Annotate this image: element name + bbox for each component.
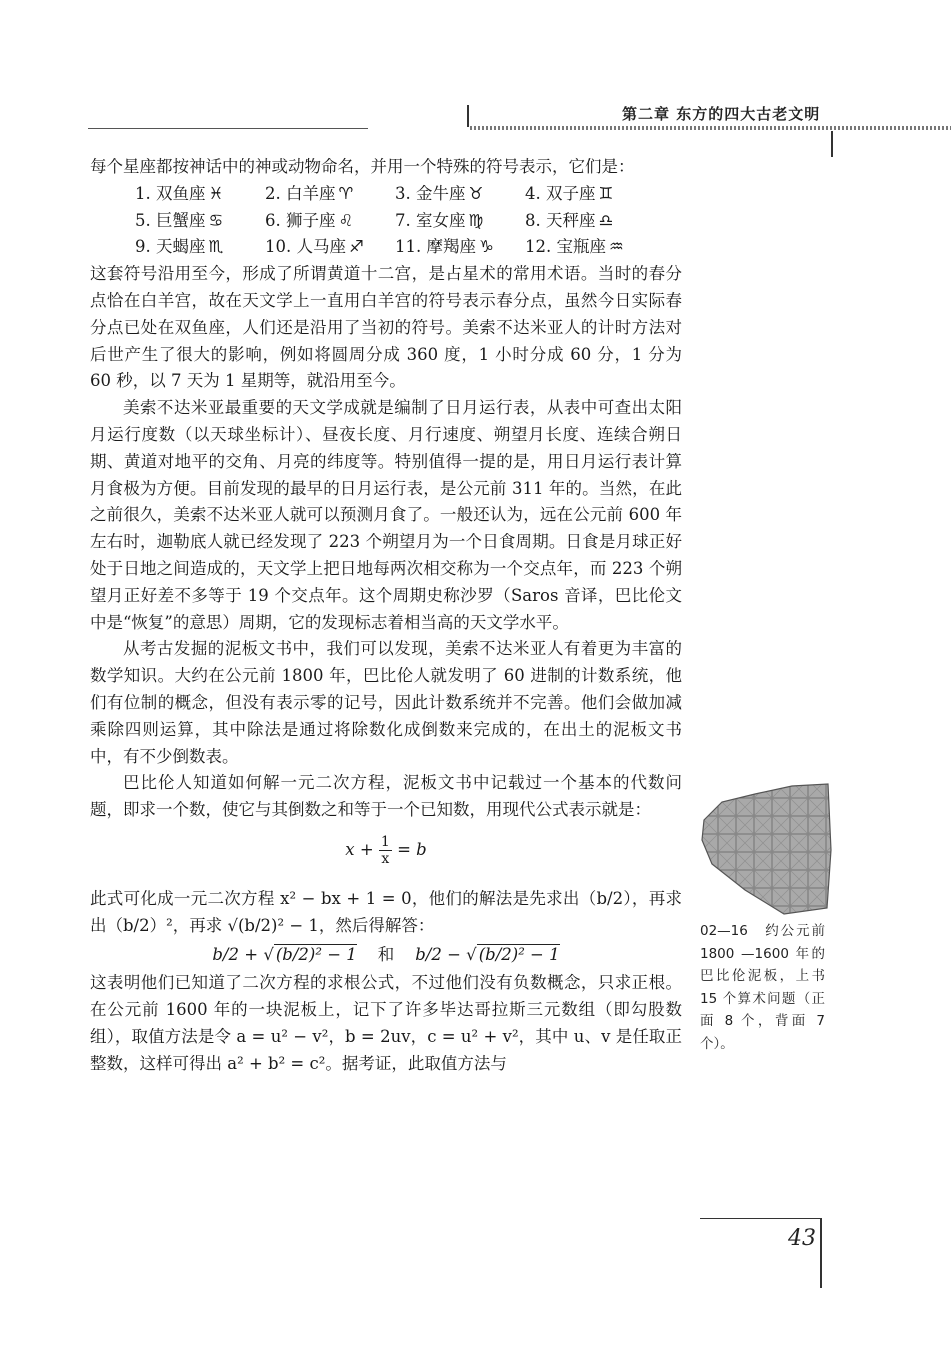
pisces-icon: ♓ xyxy=(208,183,224,203)
zodiac-item: 11. 摩羯座 ♑ xyxy=(395,237,494,257)
quadratic-roots: b/2 + √ (b/2)² − 1 和 b/2 − √ (b/2)² − 1 xyxy=(212,944,560,964)
root-right-radicand: (b/2)² − 1 xyxy=(478,944,560,964)
scorpio-icon: ♏ xyxy=(208,237,224,257)
zodiac-row-2 xyxy=(135,208,682,235)
paragraph-5: 巴比伦人知道如何解一元二次方程，泥板文书中记载过一个基本的代数问题，即求一个数，使它与其倒数之和等于一个已知数，用现代公式表示就是： xyxy=(90,773,682,820)
zodiac-item: 3. 金牛座 ♉ xyxy=(395,183,484,203)
header-tick xyxy=(467,105,469,127)
equation-reciprocal xyxy=(90,834,682,878)
roots-conjunction: 和 xyxy=(377,944,395,964)
chapter-title: 第二章 东方的四大古老文明 xyxy=(622,105,821,123)
sagittarius-icon: ♐ xyxy=(349,237,364,257)
root-left-prefix: b/2 + xyxy=(212,944,259,964)
zodiac-row-1 xyxy=(135,181,682,208)
zodiac-item: 6. 狮子座 ♌ xyxy=(265,210,354,230)
clay-tablet-image xyxy=(700,780,832,920)
zodiac-row-3 xyxy=(135,234,682,261)
main-text xyxy=(90,154,682,1078)
paragraph-4: 从考古发掘的泥板文书中，我们可以发现，美索不达米亚人有着更为丰富的数学知识。大约在公元前 1800 年，巴比伦人就发明了 60 进制的计数系统，他们有位制的概念，但没有表示零的记号，因此计数系统并不完善。他们会做加减乘除四则运算，其中除法是通过将除数化成倒数来完成的，在出土的泥板文书中，有不少倒数表。 xyxy=(90,639,682,766)
taurus-icon: ♉ xyxy=(468,183,484,203)
aries-icon: ♈ xyxy=(338,183,354,203)
running-header xyxy=(0,95,951,135)
fraction-denominator: x xyxy=(381,850,390,867)
paragraph-7: 这表明他们已知道了二次方程的求根公式，不过他们没有负数概念，只求正根。在公元前 1600 年的一块泥板上，记下了许多毕达哥拉斯三元数组（即勾股数组），取值方法是令 a = u² − v²，b = 2uv，c = u² + v²，其中 u、v 是任取正整数，这样可得出 a² + b² = c²。据考证，此取值方法与 xyxy=(90,973,682,1073)
capricorn-icon: ♑ xyxy=(479,237,494,257)
gemini-icon: ♊ xyxy=(598,183,614,203)
zodiac-item: 5. 巨蟹座 ♋ xyxy=(135,210,224,230)
zodiac-item: 1. 双鱼座 ♓ xyxy=(135,183,224,203)
paragraph-1: 每个星座都按神话中的神或动物命名，并用一个特殊的符号表示，它们是： xyxy=(90,157,635,176)
aquarius-icon: ♒ xyxy=(609,237,624,257)
zodiac-item: 8. 天秤座 ♎ xyxy=(525,210,614,230)
equation-rhs: = b xyxy=(397,839,427,859)
footer-vertical-rule xyxy=(820,1218,822,1288)
paragraph-2: 这套符号沿用至今，形成了所谓黄道十二宫，是占星术的常用术语。当时的春分点恰在白羊宫，故在天文学上一直用白羊宫的符号表示春分点，虽然今日实际春分点已处在双鱼座，人们还是沿用了当初的符号。美索不达米亚人的计时方法对后世产生了很大的影响，例如将圆周分成 360 度，1 小时分成 60 分，1 分为 60 秒，以 7 天为 1 星期等，就沿用至今。 xyxy=(90,264,682,391)
header-rule-dotted xyxy=(470,126,951,130)
cancer-icon: ♋ xyxy=(208,210,224,230)
zodiac-item: 2. 白羊座 ♈ xyxy=(265,183,354,203)
header-rule-left xyxy=(88,128,368,129)
zodiac-item: 7. 室女座 ♍ xyxy=(395,210,484,230)
zodiac-item: 4. 双子座 ♊ xyxy=(525,183,614,203)
zodiac-list xyxy=(90,181,682,261)
virgo-icon: ♍ xyxy=(468,210,484,230)
zodiac-item: 10. 人马座 ♐ xyxy=(265,237,364,257)
fraction-numerator: 1 xyxy=(380,833,390,850)
page-number: 43 xyxy=(788,1226,816,1251)
header-vertical-rule xyxy=(831,131,833,157)
zodiac-item: 9. 天蝎座 ♏ xyxy=(135,237,224,257)
paragraph-3: 美索不达米亚最重要的天文学成就是编制了日月运行表，从表中可查出太阳月运行度数（以天球坐标计）、昼夜长度、月行速度、朔望月长度、连续合朔日期、黄道对地平的交角、月亮的纬度等。特别值得一提的是，用日月运行表计算月食极为方便。目前发现的最早的日月运行表，是公元前 311 年的。当然，在此之前很久，美索不达米亚人就可以预测月食了。一般还认为，远在公元前 600 年左右时，迦勒底人就已经发现了 223 个朔望月为一个日食周期。日食是月球正好处于日地之间造成的，天文学上把日地每两次相交称为一个交点年，而 223 个朔望月正好差不多等于 19 个交点年。这个周期史称沙罗（Saros 音译，巴比伦文中是“恢复”的意思）周期，它的发现标志着相当高的天文学水平。 xyxy=(90,398,682,632)
fraction xyxy=(379,834,392,867)
root-right-prefix: b/2 − xyxy=(415,944,461,964)
footer-rule xyxy=(700,1218,820,1219)
equation-lhs: x + xyxy=(345,839,374,859)
zodiac-item: 12. 宝瓶座 ♒ xyxy=(525,237,624,257)
libra-icon: ♎ xyxy=(598,210,614,230)
paragraph-6: 此式可化成一元二次方程 x² − bx + 1 = 0，他们的解法是先求出（b/2），再求出（b/2）²，再求 √(b/2)² − 1，然后得解答： xyxy=(90,888,682,935)
leo-icon: ♌ xyxy=(338,210,354,230)
figure-caption: 02—16 约公元前 1800 —1600 年的巴比伦泥板，上书 15 个算术问题（正面 8 个，背面 7 个）。 xyxy=(700,923,825,1052)
root-left-radicand: (b/2)² − 1 xyxy=(275,944,357,964)
